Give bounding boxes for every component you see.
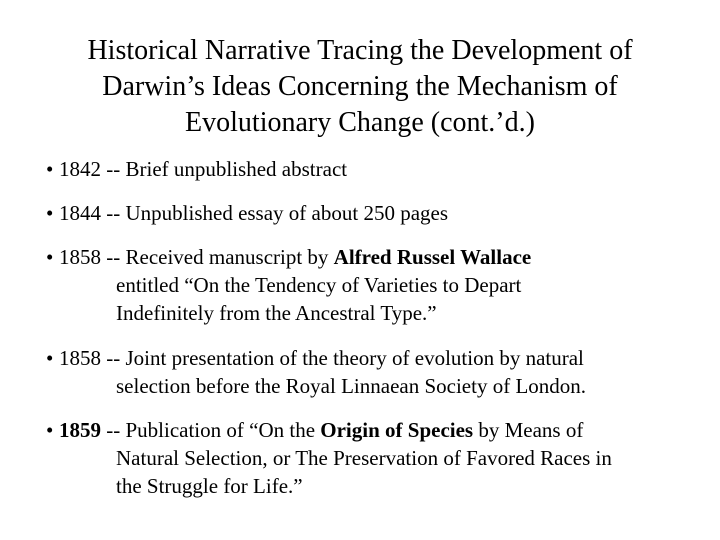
bullet-text-line-2: selection before the Royal Linnaean Society of London.	[116, 374, 587, 398]
bullet-dot: •	[46, 201, 54, 225]
bullet-text-line-3: the Struggle for Life.”	[116, 474, 303, 498]
bullet-item-1858-wallace	[46, 243, 706, 327]
bullet-text-line-3: Indefinitely from the Ancestral Type.”	[116, 301, 437, 325]
bullet-text-line-1: 1858 -- Joint presentation of the theory of evolution by natural	[59, 346, 584, 370]
bullet-text-mid: -- Publication of “On the	[101, 418, 321, 442]
bullet-list	[46, 155, 706, 500]
bullet-text-line-1	[46, 416, 706, 444]
bullet-text-line-1	[46, 243, 706, 271]
title-line-1: Historical Narrative Tracing the Development of	[87, 35, 633, 66]
slide-title	[0, 33, 720, 141]
origin-of-species: Origin of Species	[320, 418, 474, 442]
bullet-text-pre: 1858 -- Received manuscript by	[59, 245, 334, 269]
bullet-dot: •	[46, 245, 54, 269]
bullet-dot: •	[46, 418, 54, 442]
bullet-text-post: by Means of	[473, 418, 584, 442]
bullet-text: 1842 -- Brief unpublished abstract	[59, 157, 348, 181]
bullet-item-1859	[46, 416, 706, 500]
title-line-3: Evolutionary Change (cont.’d.)	[185, 107, 535, 138]
bullet-text-line-2: entitled “On the Tendency of Varieties to Depart	[116, 273, 522, 297]
wallace-name: Alfred Russel Wallace	[333, 245, 532, 269]
year-1859: 1859	[59, 418, 101, 442]
bullet-text-line-2: Natural Selection, or The Preservation of Favored Races in	[116, 446, 612, 470]
title-line-2: Darwin’s Ideas Concerning the Mechanism of	[102, 71, 618, 102]
bullet-item-1842	[46, 155, 706, 183]
bullet-dot: •	[46, 157, 54, 181]
bullet-item-1858-joint	[46, 344, 706, 400]
bullet-text: 1844 -- Unpublished essay of about 250 pages	[59, 201, 449, 225]
bullet-dot: •	[46, 346, 54, 370]
bullet-item-1844	[46, 199, 706, 227]
